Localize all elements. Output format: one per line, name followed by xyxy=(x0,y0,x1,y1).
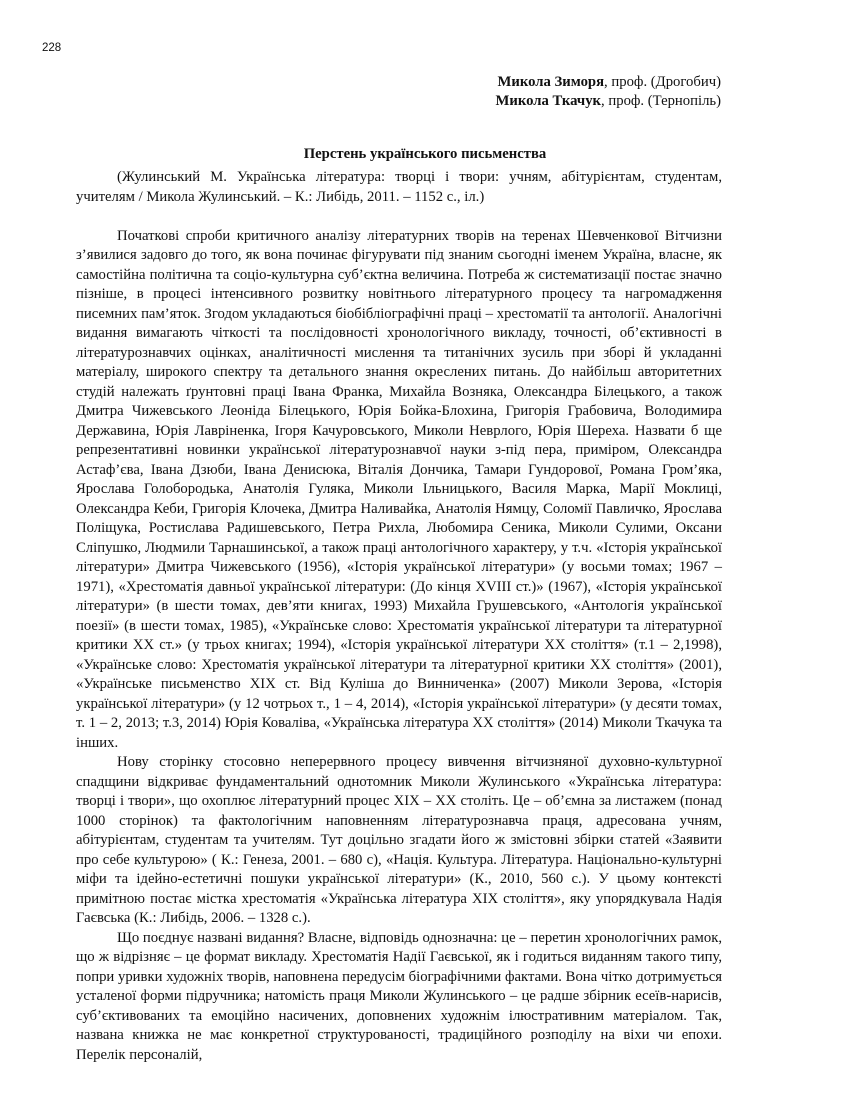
article-body xyxy=(76,168,722,1065)
body-paragraph: Початкові спроби критичного аналізу літературних творів на теренах Шевченкової Вітчизни з’явилися задовго до того, як вона починає фігурувати під знаним сьогодні іменем Україна, власне, як самостійна політична та соціо-культурна суб’єктна величина. Потреба ж систематизації постає значно пізніше, в процесі інтенсивного розвитку новітнього літературного процесу та нагромадження писемних пам’яток. Згодом укладаються біобібліографічні праці – хрестоматії та антології. Аналогічні видання вимагають чіткості та послідовності хронологічного викладу, точності, об’єктивності в літературознавчих оцінках, аналітичності мислення та титанічних зусиль при зборі й укладанні матеріалу, широкого спектру та детального знання окреслених питань. До найбільш авторитетних студій належать ґрунтовні праці Івана Франка, Михайла Возняка, Олександра Білецького, а також Дмитра Чижевського Леоніда Білецького, Юрія Бойка-Блохина, Григорія Грабовича, Володимира Державина, Юрія Лавріненка, Ігоря Качуровського, Миколи Неврлого, Юрія Шереха. Назвати б ще репрезентативні новинки української літературознавчої науки з-під пера, приміром, Олександра Астаф’єва, Івана Дзюби, Івана Денисюка, Віталія Дончика, Тамари Гундорової, Романа Гром’яка, Ярослава Голобородька, Анатолія Гуляка, Миколи Ільницького, Василя Марка, Марії Моклиці, Олександра Кеби, Григорія Клочека, Дмитра Наливайка, Анатолія Нямцу, Соломії Павличко, Ярослава Поліщука, Ростислава Радишевського, Петра Рихла, Любомира Сеника, Миколи Сулими, Оксани Сліпушко, Людмили Тарнашинської, а також праці антологічного характеру, у т.ч. «Історія української літератури» Дмитра Чижевського (1956), «Історія української літератури» (у восьми томах; 1967 – 1971), «Хрестоматія давньої української літератури: (До кінця XVIII ст.)» (1967), «Історія української літератури» (в шести томах, дев’яти книгах, 1993) Михайла Грушевського, «Антологія української поезії» (в шести томах, 1985), «Українське слово: Хрестоматія української літератури та літературної критики XX ст.» (у трьох книгах; 1994), «Історія української літератури XX століття» (т.1 – 2,1998), «Українське слово: Хрестоматія української літератури та літературної критики XX століття» (2001), «Українське письменство XIX ст. Від Куліша до Винниченка» (2007) Миколи Зерова, «Історія української літератури» (у 12 чотрьох т., 1 – 4, 2014), «Історія української літератури» (у десяти томах, т. 1 – 2, 2013; т.3, 2014) Юрія Коваліва, «Українська література XX століття» (2014) Миколи Ткачука та інших. xyxy=(76,227,722,751)
author-name: Микола Ткачук xyxy=(495,93,602,109)
page-number: 228 xyxy=(42,42,62,54)
author-affiliation: , проф. (Тернопіль) xyxy=(601,93,721,109)
body-paragraph: Що поєднує названі видання? Власне, відповідь однозначна: це – перетин хронологічних рамок, що ж відрізняє – це формат викладу. Хрестоматія Надії Гаєвської, як і годиться виданням такого типу, попри уривки художніх творів, наповнена передусім біографічними фактами. Вона чітко дотримується усталеної форми підручника; натомість праця Миколи Жулинського – це радше збірник есеїв-нарисів, суб’єктивованих та емоційно насичених, доповнених художнім ілюстративним матеріалом. Так, названа книжка не має конкретної структурованості, традиційного розподілу на віхи чи епохи. Перелік персоналій, xyxy=(76,929,722,1063)
author-affiliation: , проф. (Дрогобич) xyxy=(604,74,721,90)
author-block xyxy=(496,73,722,111)
author-line xyxy=(496,92,722,111)
body-paragraph: Нову сторінку стосовно неперервного процесу вивчення вітчизняної духовно-культурної спадщини відкриває фундаментальний однотомник Миколи Жулинського «Українська література: творці і твори», що охоплює літературний процес XIX – XX століть. Це – об’ємна за листажем (понад 1000 сторінок) та фактологічним наповненням літературознавча праця, адресована учням, абітурієнтам, студентам та учителям. Тут доцільно згадати його ж змістовні збірки статей «Заявити про себе культурою» ( К.: Генеза, 2001. – 680 с), «Нація. Культура. Література. Національно-культурні міфи та ідейно-естетичні пошуки української літератури» (К., 2010, 560 с.). У цьому контексті примітною постає місткa хрестоматія «Українська література XIX століття», яку упорядкувала Надія Гаєвська (К.: Либідь, 2006. – 1328 с.). xyxy=(76,754,722,926)
author-name: Микола Зиморя xyxy=(497,74,605,90)
author-line xyxy=(496,73,722,92)
article-title: Перстень українського письменства xyxy=(303,146,547,162)
bibliographic-note: (Жулинський М. Українська література: творці і твори: учням, абітурієнтам, студентам, учителям / Микола Жулинський. – К.: Либідь, 2011. – 1152 с., іл.) xyxy=(76,169,722,205)
